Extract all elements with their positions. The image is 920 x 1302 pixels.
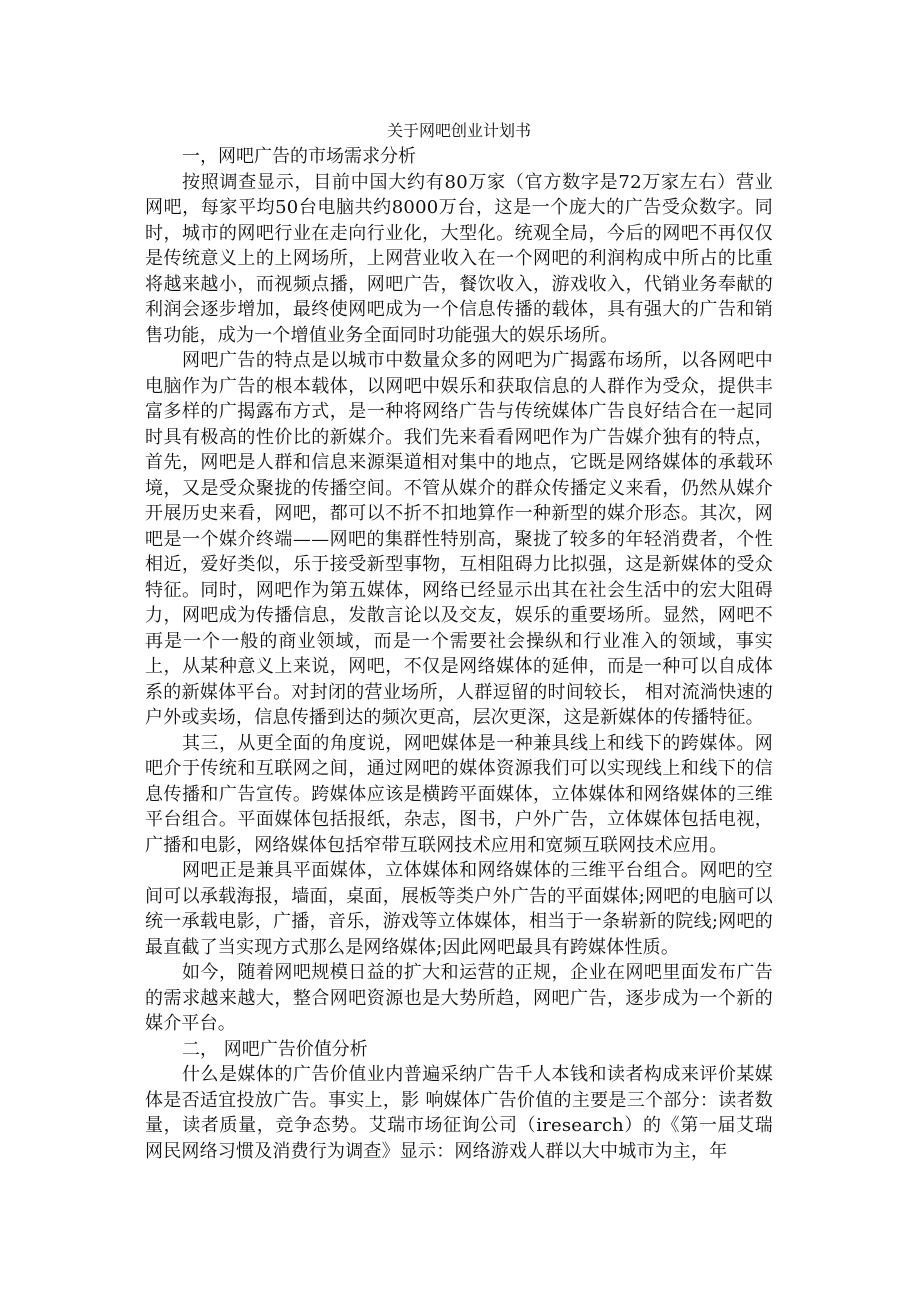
paragraph: 网吧广告的特点是以城市中数量众多的网吧为广揭露布场所，以各网吧中 电脑作为广告的根本载体，以网吧中娱乐和获取信息的人群作为受众，提供丰富多样的广揭露布方式，是一种将网络广告与传统媒体广告良好结合在一起同时具有极高的性价比的新媒介。我们先来看看网吧作为广告媒介独有的特点，首先，网吧是人群和信息来源渠道相对集中的地点，它既是网络媒体的承载环境，又是受众聚拢的传播空间。不管从媒介的群众传播定义来看，仍然从媒介开展历史来看，网吧，都可以不折不扣地算作一种新型的媒介形态。其次，网吧是一个媒介终端——网吧的集群性特别高，聚拢了较多的年轻消费者，个性相近，爱好类似，乐于接受新型事物，互相阻碍力比拟强，这是新媒体的受众特征。同时，网吧作为第五媒体，网络已经显示出其在社会生活中的宏大阻碍力，网吧成为传播信息，发散言论以及交友，娱乐的重要场所。显然，网吧不再是一个一般的商业领域，而是一个需要社会操纵和行业准入的领域，事实上，从某种意义上来说，网吧，不仅是网络媒体的延伸，而是一种可以自成体系的新媒体平台。对封闭的营业场所，人群逗留的时间较长， 相对流淌快速的户外或卖场，信息传播到达的频次更高，层次更深，这是新媒体的传播特征。 <box>145 350 773 728</box>
paragraph: 按照调查显示，目前中国大约有80万家（官方数字是72万家左右）营业网吧，每家平均50台电脑共约8000万台，这是一个庞大的广告受众数字。同时，城市的网吧行业在走向行业化，大型化。统观全局，今后的网吧不再仅仅是传统意义上的上网场所，上网营业收入在一个网吧的利润构成中所占的比重将越来越小，而视频点播，网吧广告，餐饮收入，游戏收入，代销业务奉献的利润会逐步增加，最终使网吧成为一个信息传播的载体，具有强大的广告和销售功能，成为一个增值业务全面同时功能强大的娱乐场所。 <box>145 171 773 346</box>
section-heading: 二， 网吧广告价值分析 <box>182 1038 368 1060</box>
paragraph: 如今，随着网吧规模日益的扩大和运营的正规，企业在网吧里面发布广告的需求越来越大，整合网吧资源也是大势所趋，网吧广告，逐步成为一个新的媒介平台。 <box>145 962 773 1034</box>
paragraph: 其三，从更全面的角度说，网吧媒体是一种兼具线上和线下的跨媒体。网吧介于传统和互联网之间，通过网吧的媒体资源我们可以实现线上和线下的信息传播和广告宣传。跨媒体应该是横跨平面媒体，立体媒体和网络媒体的三维平台组合。平面媒体包括报纸，杂志，图书，户外广告，立体媒体包括电视，广播和电影，网络媒体包括窄带互联网技术应用和宽频互联网技术应用。 <box>145 732 773 856</box>
section-heading: 一，网吧广告的市场需求分析 <box>182 146 416 167</box>
paragraph: 什么是媒体的广告价值业内普遍采纳广告千人本钱和读者构成来评价某媒体是否适宜投放广告。事实上，影 响媒体广告价值的主要是三个部分：读者数量，读者质量，竞争态势。艾瑞市场征询公司（iresearch）的《第一届艾瑞网民网络习惯及消费行为调查》显示：网络游戏人群以大中城市为主，年 <box>145 1064 773 1162</box>
document-page <box>145 118 773 1164</box>
section-market-demand <box>145 144 773 1037</box>
section-ad-value <box>145 1037 773 1165</box>
paragraph: 网吧正是兼具平面媒体，立体媒体和网络媒体的三维平台组合。网吧的空间可以承载海报，墙面，桌面，展板等类户外广告的平面媒体;网吧的电脑可以统一承载电影，广播，音乐，游戏等立体媒体，相当于一条崭新的院线;网吧的最直截了当实现方式那么是网络媒体;因此网吧最具有跨媒体性质。 <box>145 860 773 958</box>
document-title: 关于网吧创业计划书 <box>386 121 531 140</box>
